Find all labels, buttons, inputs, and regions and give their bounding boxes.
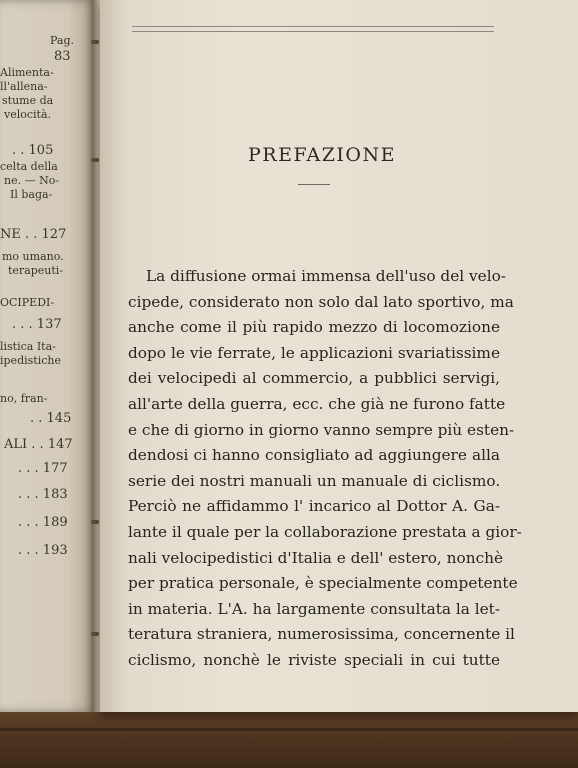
toc-line: listica Ita- [0,340,56,353]
toc-line: . . . 183 [18,487,68,502]
text-line: in materia. L'A. ha largamente consultata la let- [128,599,500,618]
toc-line: 83 [54,49,71,64]
toc-line: no, fran- [0,392,48,405]
right-page [100,0,578,712]
toc-line: velocità. [4,108,52,121]
text-line: La diffusione ormai immensa dell'uso del velo- [146,267,506,285]
text-line: dendosi ci hanno consigliato ad aggiungere alla [128,446,500,465]
toc-line: . . . 189 [18,515,68,530]
text-line: Perciò ne affidammo l' incarico al Dottor A. Ga- [128,497,500,516]
toc-line: mo umano. [2,250,64,263]
toc-line: OCIPEDI- [0,296,55,309]
toc-line: celta della [0,160,58,173]
toc-line: . . . 193 [18,543,68,558]
page-title: PREFAZIONE [248,144,396,166]
toc-line: stume da [2,94,54,107]
binding-stitch [91,158,99,162]
text-line: per pratica personale, è specialmente competente [128,574,518,593]
text-line: dopo le vie ferrate, le applicazioni svariatissime [128,343,500,362]
binding-stitch [91,40,99,44]
left-page [0,0,96,712]
toc-line: ipedistiche [0,354,61,367]
toc-line: . . 105 [12,143,54,158]
toc-line: ll'allena- [0,80,48,93]
text-line: ciclismo, nonchè le riviste speciali in cui tutte [128,650,500,669]
text-line: nali velocipedistici d'Italia e dell' estero, nonchè [128,548,504,567]
text-line: teratura straniera, numerosissima, concernente il [128,625,515,644]
toc-line: ALI . . 147 [4,437,73,452]
toc-line: Pag. [50,34,75,47]
toc-line: NE . . 127 [0,227,67,242]
text-line: cipede, considerato non solo dal lato sportivo, ma [128,292,514,311]
toc-line: . . . 177 [18,461,68,476]
text-line: anche come il più rapido mezzo di locomozione [128,318,500,337]
text-line: e che di giorno in giorno vanno sempre più esten- [128,420,515,439]
header-rule [132,26,494,32]
toc-line: . . 145 [30,411,72,426]
binding-stitch [91,520,99,524]
toc-line: . . . 137 [12,317,62,332]
body-text [128,264,522,674]
text-line: lante il quale per la collaborazione prestata a gior- [128,522,522,541]
toc-line: Il baga- [10,188,53,201]
text-line: all'arte della guerra, ecc. che già ne furono fatte [128,394,506,413]
text-line: serie dei nostri manuali un manuale di ciclismo. [128,471,501,490]
toc-line: ne. — No- [4,174,60,187]
binding-stitch [91,632,99,636]
toc-line: terapeuti- [8,264,64,277]
title-rule [298,184,330,185]
text-line: dei velocipedi al commercio, a pubblici servigi, [128,369,500,388]
toc-line: Alimenta- [0,66,54,79]
